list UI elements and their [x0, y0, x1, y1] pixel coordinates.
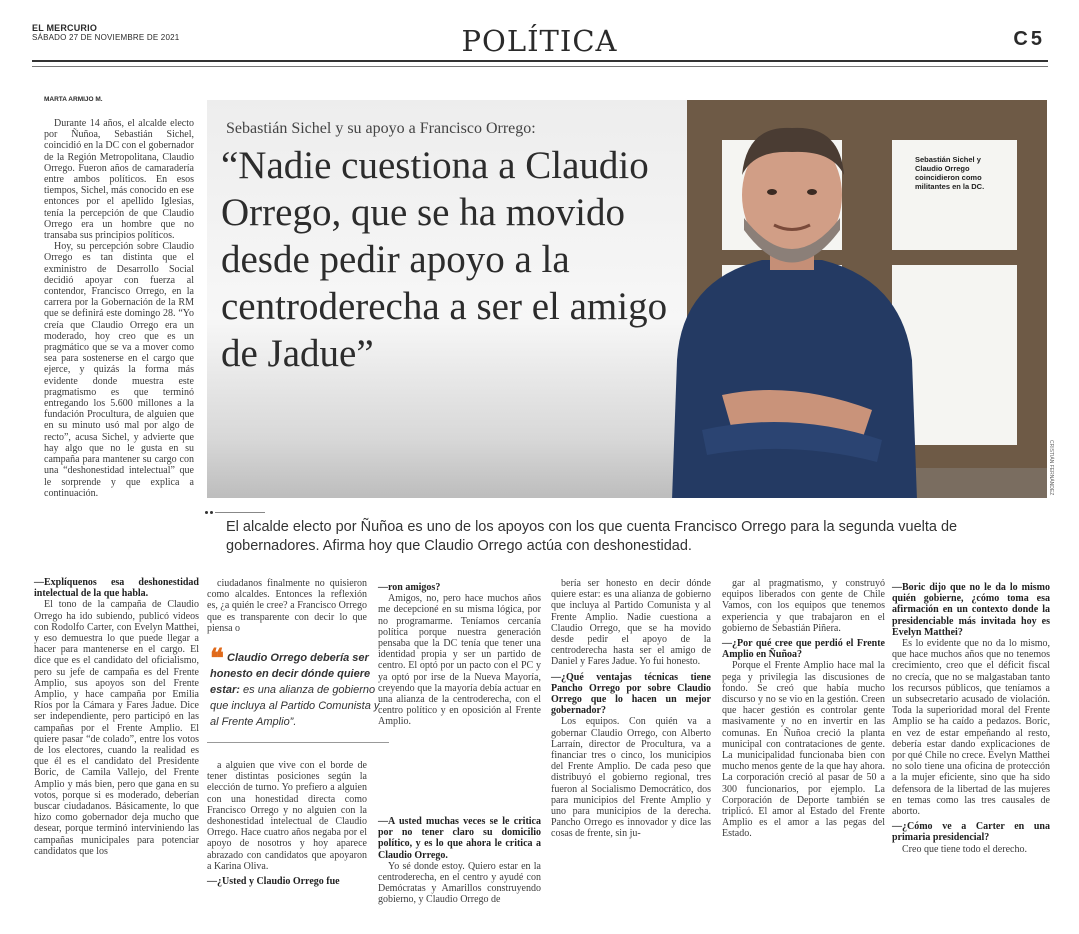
article-column-2 — [34, 573, 199, 857]
article-column-3-top — [207, 578, 367, 634]
publication-date: SÁBADO 27 DE NOVIEMBRE DE 2021 — [32, 33, 180, 42]
article-column-1 — [44, 118, 194, 499]
interview-question: — ¿Usted y Claudio Orrego fue — [207, 876, 367, 887]
article-column-7 — [892, 578, 1050, 855]
pull-quote-bold: Claudio Orrego debería ser honesto en decir dónde quiere estar: — [210, 652, 371, 696]
interview-question: — A usted muchas veces se le critica por no tener claro su domicilio político, y es lo que ahora le critica a Claudio Orrego. — [378, 816, 541, 861]
page-number: C5 — [1013, 28, 1045, 50]
interview-question: — ¿Cómo ve a Carter en una primaria presidencial? — [892, 821, 1050, 843]
body-paragraph: Creo que tiene todo el derecho. — [902, 843, 1027, 855]
portrait-figure — [662, 110, 922, 498]
lead-marker — [205, 511, 265, 514]
pull-quote — [210, 643, 380, 730]
interview-question: — ¿Qué ventajas técnicas tiene Pancho Orrego por sobre Claudio Orrego que lo hacen un mejor gobernador? — [551, 672, 711, 717]
header-rule-thin — [32, 66, 1048, 67]
body-paragraph: Los equipos. Con quién va a gobernar Claudio Orrego, con Alberto Larraín, director de Procultura, va a financiar tres o cinco, los municipios del Frente Amplio. De cada peso que distribuyó el gobierno regional, tres fueron al Socialismo Democrático, dos para municipios del Frente Amplio y uno para municipios de la derecha. Pancho Orrego es innovador y dice las cosas de frente, sin ju- — [551, 716, 711, 840]
headline-kicker: Sebastián Sichel y su apoyo a Francisco Orrego: — [226, 120, 536, 137]
body-paragraph: Yo sé donde estoy. Quiero estar en la centroderecha, en el centro y ayudé con Demócratas y Amarillos construyendo gobierno, y Claudio Orrego de — [378, 860, 541, 906]
lead-paragraph: El alcalde electo por Ñuñoa es uno de los apoyos con los que cuenta Francisco Orrego para la segunda vuelta de gobernadores. Afirma hoy que Claudio Orrego actúa con deshonestidad. — [226, 519, 958, 554]
body-paragraph: Durante 14 años, el alcalde electo por Ñuñoa, Sebastián Sichel, coincidió en la DC con el gobernador de la Región Metropolitana, Claudio Orrego. Fueron años de camaradería entre ambos políticos. En esos tiempos, Sichel, más conocido en ese entonces por el apellido Iglesias, tenía la percepción de que Claudio Orrego era un hombre que no transaba sus principios políticos. — [44, 118, 194, 242]
interview-question: — ¿Por qué cree que perdió el Frente Amplio en Ñuñoa? — [722, 638, 885, 660]
body-paragraph: bería ser honesto en decir dónde quiere estar: es una alianza de gobierno que incluya al Partido Comunista y al Frente Amplio. Nadie cuestiona a Claudio Orrego, que se ha movido desde pedir el apoyo de la centroderecha hasta ser el amigo de Daniel y Fares Jadue. Yo fui honesto. — [551, 578, 711, 668]
headline: “Nadie cuestiona a Claudio Orrego, que se ha movido desde pedir apoyo a la centroderecha a ser el amigo de Jadue” — [221, 144, 668, 375]
publication-name: EL MERCURIO — [32, 23, 98, 33]
pull-quote-rest: es una alianza de gobierno que incluya al Partido Comunista y al Frente Amplio”. — [210, 684, 380, 728]
article-column-3-bottom — [207, 760, 367, 887]
body-paragraph: ciudadanos finalmente no quisieron como alcaldes. Entonces la reflexión es, ¿a quién le cree? a Francisco Orrego que es transparente con decir lo que piensa o — [207, 578, 367, 634]
body-paragraph: a alguien que vive con el borde de tener distintas posiciones según la elección de turno. Yo prefiero a alguien con una honestidad directa como Francisco Orrego y no alguien con la deshonestidad intelectual de Claudio Orrego. Hace cuatro años negaba por el apoyo de nosotros y hoy aparece abrazado con candidatos que apoyaron a Karina Oliva. — [207, 760, 367, 872]
interview-question: — Explíquenos esa deshonestidad intelectual de la que habla. — [34, 577, 199, 599]
byline: MARTA ARMIJO M. — [44, 96, 103, 103]
section-title: POLÍTICA — [461, 24, 618, 58]
pull-quote-rule — [207, 742, 389, 743]
body-paragraph: Hoy, su percepción sobre Claudio Orrego es tan distinta que el exministro de Desarrollo Social decidió apoyar con fuerza al contendor, Francisco Orrego, en la carrera por la Gobernación de la RM que se definirá este domingo 28. “Yo creía que Claudio Orrego era un moderado, hoy creo que es un pragmático que se va a mover como sea para sostenerse en el cargo que ejerce, y quizás la forma más evidente donde muestra este pragmatismo es que terminó entregando los 5.600 millones a la fundación Procultura, de alguien que en su minuto usó mal por algo de recto”, acusa Sichel, y advierte que hay algo que no le gusta en su campaña para mantener su cargo con una “deshonestidad intelectual” que le sorprende y que explica a continuación. — [44, 241, 194, 499]
photo-credit: CRISTIÁN FERNÁNDEZ — [1048, 440, 1054, 496]
body-paragraph: Amigos, no, pero hace muchos años me decepcioné en su misma lógica, por no programarme. Teníamos cercanía política porque nuestra generación pensaba que la DC tenía que tener una identidad propia y ser un partido de centro. El optó por un pacto con el PC y ya optó por irse de la Nueva Mayoría, creyendo que la mayoría debía actuar en una alianza de la centroderecha, con el centro político y en oposición al Frente Amplio. — [378, 593, 541, 728]
quote-mark-icon: ❝ — [210, 643, 224, 673]
article-column-5 — [551, 578, 711, 840]
interview-question: — ron amigos? — [378, 582, 541, 593]
body-paragraph: El tono de la campaña de Claudio Orrego ha ido subiendo, publicó videos con Rodolfo Carter, con Evelyn Matthei, y eso demuestra lo que puede llegar a hacer para mantenerse en el cargo. El dice que es el candidato del oficialismo, pero su jefe de campaña es del Frente Amplio, sus apoyos son del Frente Amplio, y hace campaña por Emilia Ríos por la Cámara y Fares Jadue. Dice ser independiente, pero participó en las campañas por el Frente Amplio. El quiere pasar “de colado”, entre los votos de los electores, cuando la realidad es que él es el candidato del Presidente Boric, de Camila Vallejo, del Frente Amplio y más bien, pero que gana en su votos, porque si es moderado, deberían buscar ciudadanos. Básicamente, lo que hizo como gobernador deja mucho que desear, porque terminó interviniendo las campañas municipales para potenciar candidatos que los — [34, 599, 199, 857]
body-paragraph: Es lo evidente que no da lo mismo, que hace muchos años que no tenemos crecimiento, creo que el déficit fiscal no crecía, que no se malgastaban tanto los recursos públicos, que teníamos a un subsecretario acusado de violación. Toda la superioridad moral del Frente Amplio se ha caído a pedazos. Boric, en vez de estar empeñando al resto, debería estar dando explicaciones de por qué Chile no crece. Evelyn Matthei no solo tiene una oficina de protección a la mujer eficiente, sino que ha sido defensora de la libertad de las mujeres en temas como las tres causales de aborto. — [892, 638, 1050, 818]
header-rule — [32, 60, 1048, 62]
article-column-6 — [722, 578, 885, 840]
body-paragraph: gar al pragmatismo, y construyó equipos liberados con gente de Chile Vamos, con los equipos que tenemos experiencia y que trabajaron en el gobierno de Sebastián Piñera. — [722, 578, 885, 634]
body-paragraph: Porque el Frente Amplio hace mal la pega y privilegia las discusiones de fondo. Se creó que había mucho discurso y no se vio en la gestión. Creen que hacer gestión es controlar gente masivamente y no en invertir en las comunas. En Ñuñoa creció la planta municipal con contrataciones de gente. La municipalidad funcionaba bien con mucho menos gente de la que hay ahora. La corporación creció al pasar de 50 a 300 funcionarios, por ejemplo. La Corporación de Deporte también se triplicó. El amor al Estado del Frente Amplio es el amor a las pegas del Estado. — [722, 660, 885, 840]
interview-question: — Boric dijo que no le da lo mismo quién gobierne, ¿cómo toma esa afirmación en un contexto donde la presidenciable más invitada hoy es Evelyn Matthei? — [892, 582, 1050, 638]
photo-caption: Sebastián Sichel y Claudio Orrego coincidieron como militantes en la DC. — [915, 155, 985, 191]
article-column-4-top — [378, 578, 541, 728]
article-column-4-bottom — [378, 812, 541, 906]
